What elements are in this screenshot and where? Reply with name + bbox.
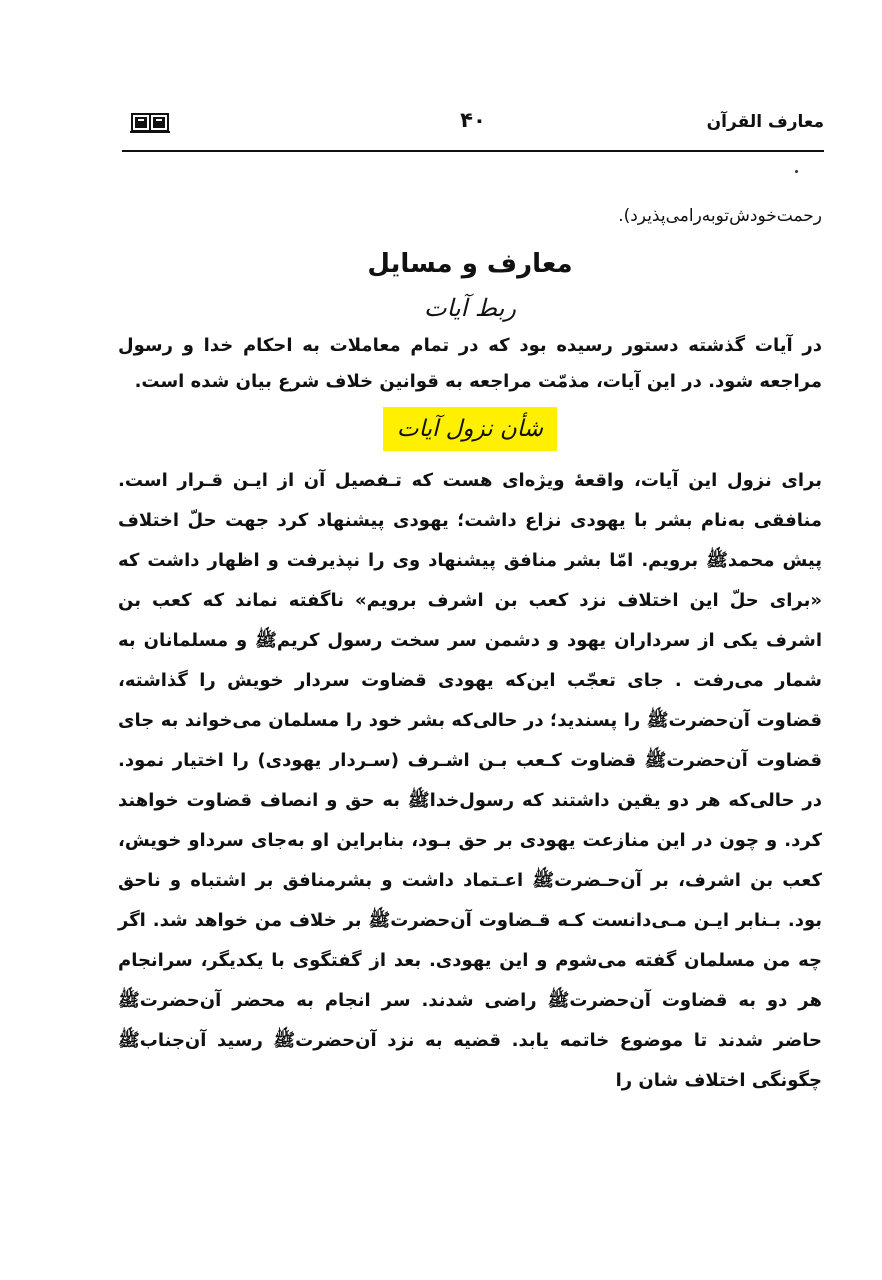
page-content — [118, 196, 822, 1101]
header-rule — [122, 150, 824, 152]
highlighted-heading: شأن نزول آیات — [383, 407, 557, 451]
subsection-title: ربط آیات — [424, 294, 516, 322]
page-number: ۴۰ — [460, 108, 486, 132]
open-book-icon — [130, 110, 170, 134]
section-title: معارف و مسایل — [367, 249, 573, 279]
page-mark — [795, 170, 798, 173]
highlighted-heading-wrap — [118, 407, 822, 451]
main-paragraph: برای نزول این آیات، واقعهٔ ویژه‌ای هست که تـفصیل آن از ایـن قـرار است. منافقی به‌نام بشر با یهودی نزاع داشت؛ یهودی پیشنهاد کرد جهت حلّ اختلاف پیش محمدﷺ برویم. امّا بشر منافق پیشنهاد وی را نپذیرفت و اظهار داشت که «برای حلّ این اختلاف نزد کعب بن اشرف برویم» ناگفته نماند که کعب بن اشرف یکی از سرداران یهود و دشمن سر سخت رسول کریمﷺ و مسلمانان به شمار می‌رفت . جای تعجّب این‌که یهودی قضاوت سردار خویش را گذاشته، قضاوت آن‌حضرتﷺ را پسندید؛ در حالی‌که بشر خود را مسلمان می‌خواند به جای قضاوت آن‌حضرتﷺ قضاوت کـعب بـن اشـرف (سـردار یهودی) را اختیار نمود. در حالی‌که هر دو یقین داشتند که رسول‌خداﷺ به حق و انصاف قضاوت خواهند کرد. و چون در این منازعت یهودی بر حق بـود، بنابراین او به‌جای سرداو خویش، کعب بن اشرف، بر آن‌حـضرتﷺ اعـتماد داشت و بشرمنافق بر اشتباه و ناحق بود. بـنابر ایـن مـی‌دانست کـه قـضاوت آن‌حضرتﷺ بر خلاف من خواهد شد. اگر چه من مسلمان گفته می‌شوم و این یهودی. بعد از گفتگوی با یکدیگر، سرانجام هر دو به قضاوت آن‌حضرتﷺ راضی شدند. سر انجام به محضر آن‌حضرتﷺ حاضر شدند تا موضوع خاتمه یابد. قضیه به نزد آن‌حضرتﷺ رسید آن‌جنابﷺ چگونگی اختلاف شان را — [118, 470, 822, 1091]
intro-paragraph: در آیات گذشته دستور رسیده بود که در تمام معاملات به احکام خدا و رسول مراجعه شود. در این آیات، مذمّت مراجعه به قوانین خلاف شرع بیان شده است. — [118, 335, 822, 392]
page-header — [122, 108, 824, 148]
book-title: معارف القرآن — [706, 112, 824, 132]
lead-line: رحمت‌خودش‌توبه‌رامی‌پذیرد). — [618, 206, 822, 226]
